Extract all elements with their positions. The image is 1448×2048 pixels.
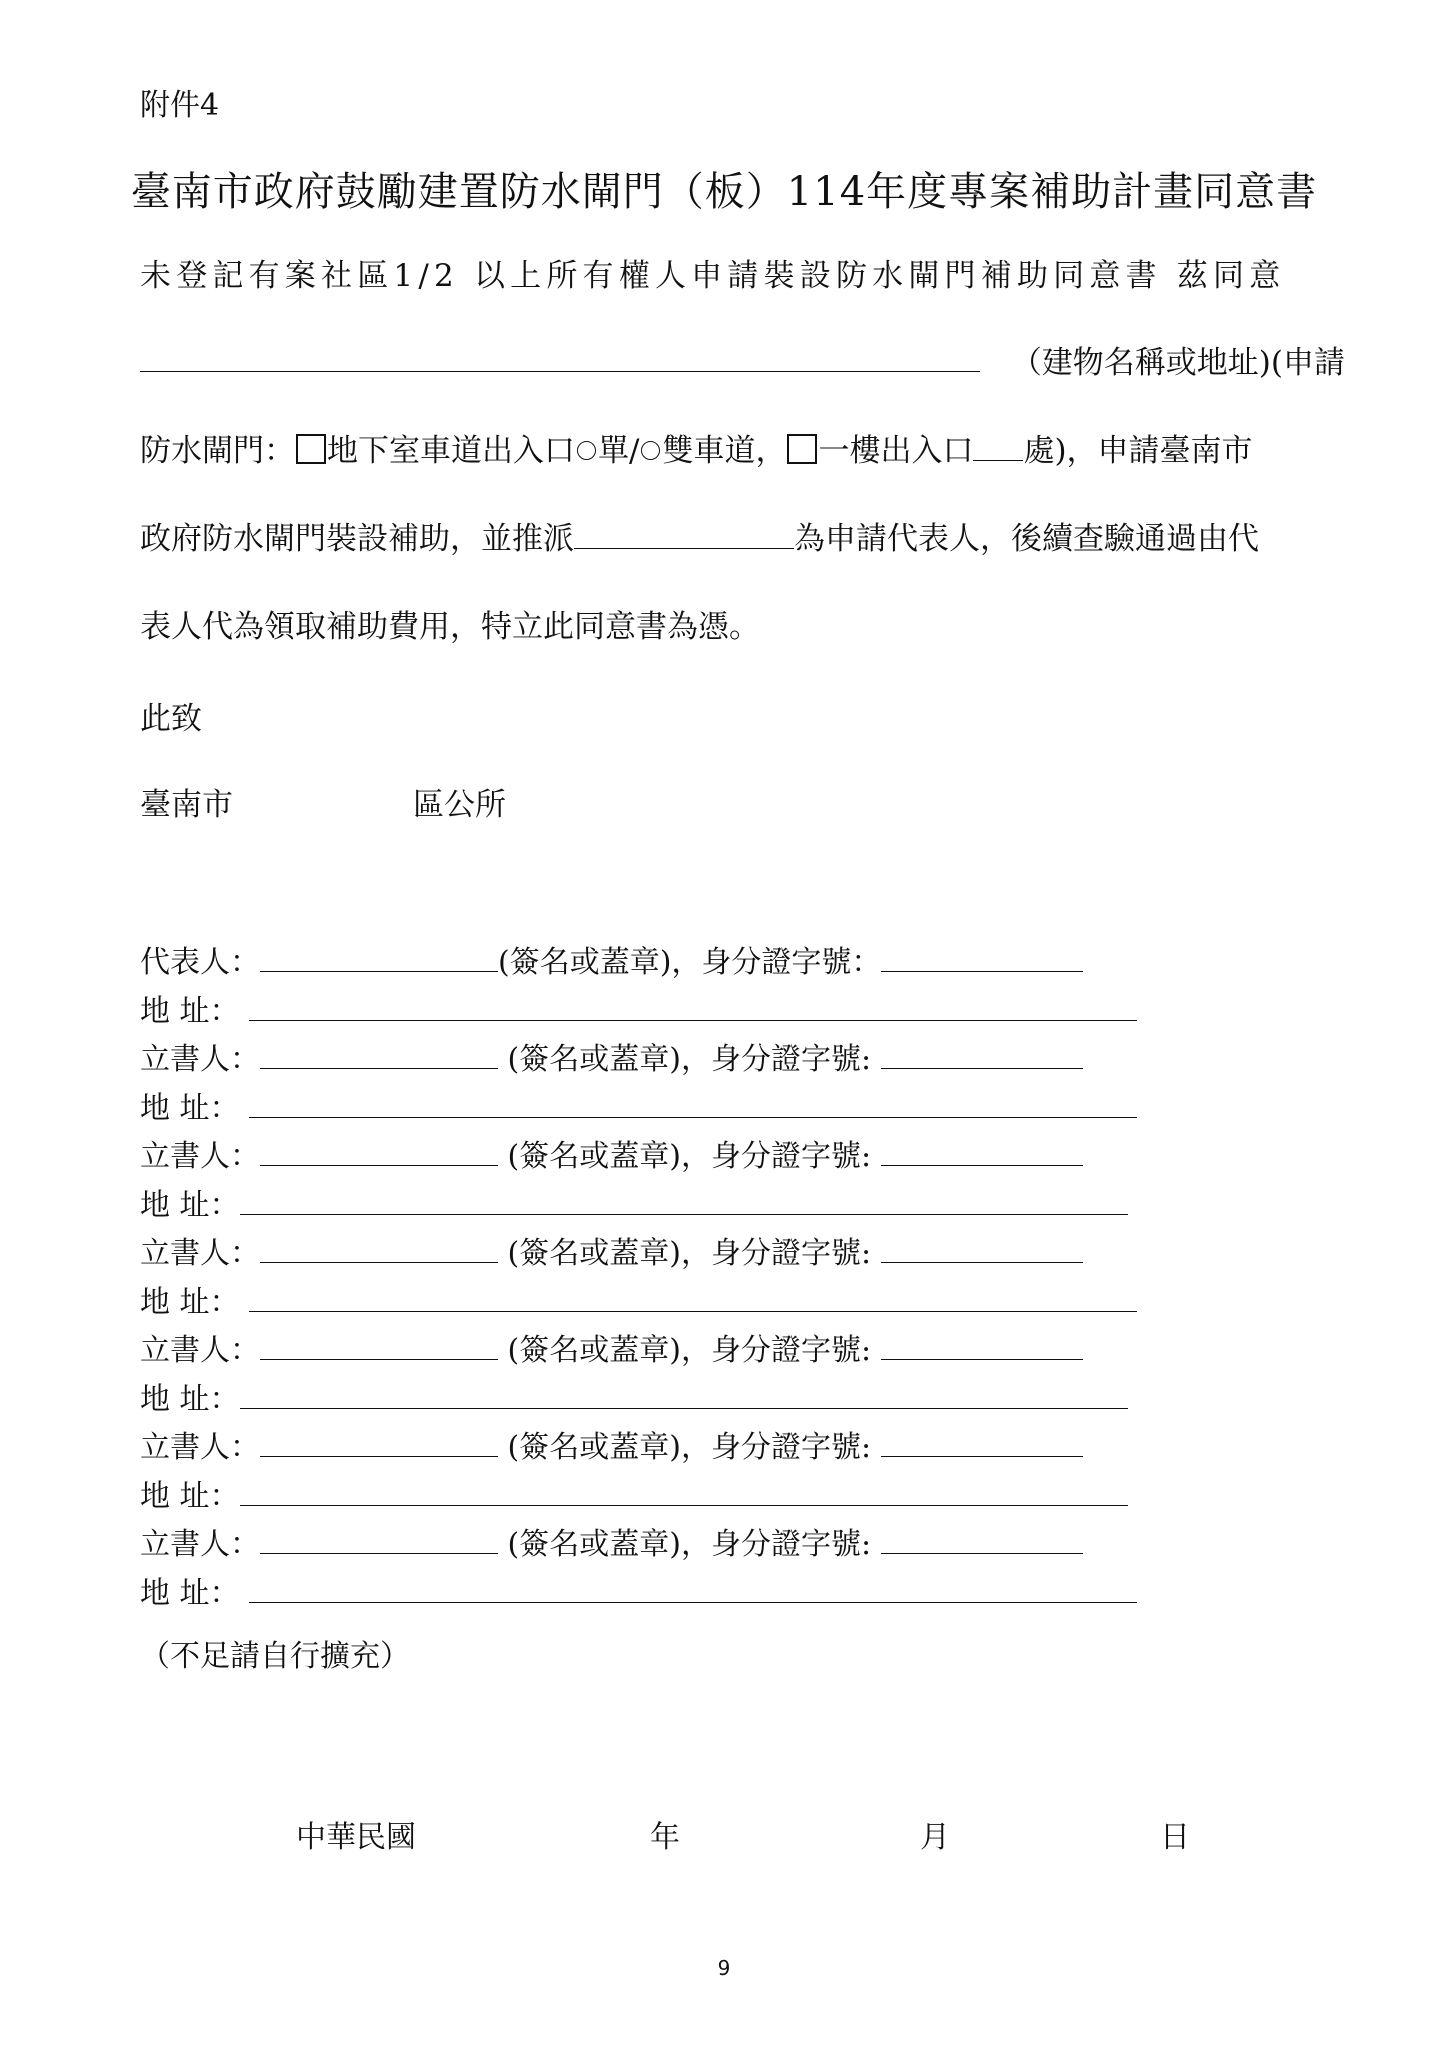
single-lane-label: 單/ bbox=[598, 433, 640, 469]
id-number-blank[interactable] bbox=[881, 1240, 1083, 1263]
address-label: 地 址： bbox=[140, 1382, 240, 1417]
ground-floor-checkbox[interactable] bbox=[787, 434, 817, 464]
address-label: 地 址： bbox=[140, 1188, 240, 1223]
signer-row bbox=[140, 1422, 1083, 1465]
gate-label: 防水閘門： bbox=[140, 433, 295, 469]
body-line-3 bbox=[140, 425, 1253, 470]
address-blank[interactable] bbox=[249, 1580, 1137, 1603]
signer-label: 立書人： bbox=[140, 1236, 260, 1271]
signer-row bbox=[140, 1519, 1083, 1562]
id-number-blank[interactable] bbox=[881, 1337, 1083, 1360]
address-row bbox=[140, 986, 1137, 1029]
body-line-4-text-a: 政府防水閘門裝設補助，並推派 bbox=[140, 521, 574, 557]
address-blank[interactable] bbox=[249, 998, 1137, 1021]
signer-signature-blank[interactable] bbox=[260, 1337, 498, 1360]
address-blank[interactable] bbox=[240, 1192, 1128, 1215]
signer-signature-blank[interactable] bbox=[260, 1046, 498, 1069]
entrance-count-blank[interactable] bbox=[973, 436, 1023, 461]
single-lane-radio[interactable] bbox=[577, 441, 596, 460]
address-label: 地 址： bbox=[140, 1479, 240, 1514]
signer-label: 立書人： bbox=[140, 1333, 260, 1368]
address-blank[interactable] bbox=[240, 1386, 1128, 1409]
signer-signature-blank[interactable] bbox=[260, 1143, 498, 1166]
id-number-blank[interactable] bbox=[881, 1434, 1083, 1457]
sign-hint: (簽名或蓋章)，身分證字號: bbox=[507, 1430, 872, 1465]
address-row bbox=[140, 1374, 1128, 1417]
id-number-blank[interactable] bbox=[881, 1531, 1083, 1554]
signer-label: 立書人： bbox=[140, 1527, 260, 1562]
salutation: 此致 bbox=[140, 701, 202, 737]
address-label: 地 址： bbox=[140, 994, 240, 1029]
signer-label: 立書人： bbox=[140, 1139, 260, 1174]
representative-row bbox=[140, 937, 1083, 980]
form-title: 臺南市政府鼓勵建置防水閘門（板）114年度專案補助計畫同意書 bbox=[130, 169, 1318, 215]
address-label: 地 址： bbox=[140, 1285, 240, 1320]
body-line-4-text-b: 為申請代表人，後續查驗通過由代 bbox=[794, 521, 1259, 557]
building-name-hint: （建物名稱或地址)(申請 bbox=[1010, 345, 1345, 381]
signer-row bbox=[140, 1131, 1083, 1174]
signer-row bbox=[140, 1325, 1083, 1368]
sign-hint: (簽名或蓋章)，身分證字號: bbox=[507, 1527, 872, 1562]
building-name-blank[interactable] bbox=[140, 371, 980, 372]
body-line-4 bbox=[140, 513, 1259, 558]
basement-ramp-label: 地下室車道出入口 bbox=[327, 433, 575, 469]
representative-signature-blank[interactable] bbox=[260, 949, 498, 972]
date-day: 日 bbox=[1160, 1820, 1190, 1855]
address-row bbox=[140, 1471, 1128, 1514]
id-number-blank[interactable] bbox=[881, 1143, 1083, 1166]
double-lane-label: 雙車道， bbox=[662, 433, 787, 469]
sign-hint: (簽名或蓋章)，身分證字號: bbox=[507, 1139, 872, 1174]
signer-label: 立書人： bbox=[140, 1430, 260, 1465]
representative-label: 代表人： bbox=[140, 945, 260, 980]
signer-signature-blank[interactable] bbox=[260, 1531, 498, 1554]
attachment-label: 附件4 bbox=[140, 88, 220, 123]
address-row bbox=[140, 1083, 1137, 1126]
signer-label: 立書人： bbox=[140, 1042, 260, 1077]
signer-signature-blank[interactable] bbox=[260, 1434, 498, 1457]
signer-row bbox=[140, 1228, 1083, 1271]
basement-ramp-checkbox[interactable] bbox=[296, 434, 326, 464]
date-year: 年 bbox=[650, 1820, 680, 1855]
address-row bbox=[140, 1180, 1128, 1223]
sign-hint: (簽名或蓋章)，身分證字號： bbox=[498, 945, 882, 980]
sign-hint: (簽名或蓋章)，身分證字號: bbox=[507, 1333, 872, 1368]
address-label: 地 址： bbox=[140, 1576, 240, 1611]
date-month: 月 bbox=[920, 1820, 950, 1855]
date-era: 中華民國 bbox=[296, 1820, 416, 1855]
address-row bbox=[140, 1277, 1137, 1320]
address-blank[interactable] bbox=[249, 1289, 1137, 1312]
id-number-blank[interactable] bbox=[881, 949, 1083, 972]
address-blank[interactable] bbox=[249, 1095, 1137, 1118]
ground-floor-label: 一樓出入口 bbox=[818, 433, 974, 469]
signer-row bbox=[140, 1034, 1083, 1077]
entrance-count-suffix: 處)，申請臺南市 bbox=[1023, 433, 1253, 469]
representative-name-blank[interactable] bbox=[574, 524, 794, 549]
recipient-office: 區公所 bbox=[413, 787, 506, 823]
sign-hint: (簽名或蓋章)，身分證字號: bbox=[507, 1236, 872, 1271]
id-number-blank[interactable] bbox=[881, 1046, 1083, 1069]
page-number: 9 bbox=[717, 1956, 731, 1980]
body-line-1: 未登記有案社區1/2 以上所有權人申請裝設防水閘門補助同意書 茲同意 bbox=[140, 258, 1286, 294]
expand-note: （不足請自行擴充） bbox=[140, 1639, 410, 1674]
recipient-city: 臺南市 bbox=[140, 787, 233, 823]
double-lane-radio[interactable] bbox=[641, 441, 660, 460]
address-row bbox=[140, 1568, 1137, 1611]
address-label: 地 址： bbox=[140, 1091, 240, 1126]
signer-signature-blank[interactable] bbox=[260, 1240, 498, 1263]
address-blank[interactable] bbox=[240, 1483, 1128, 1506]
sign-hint: (簽名或蓋章)，身分證字號: bbox=[507, 1042, 872, 1077]
body-line-5: 表人代為領取補助費用，特立此同意書為憑。 bbox=[140, 609, 760, 645]
